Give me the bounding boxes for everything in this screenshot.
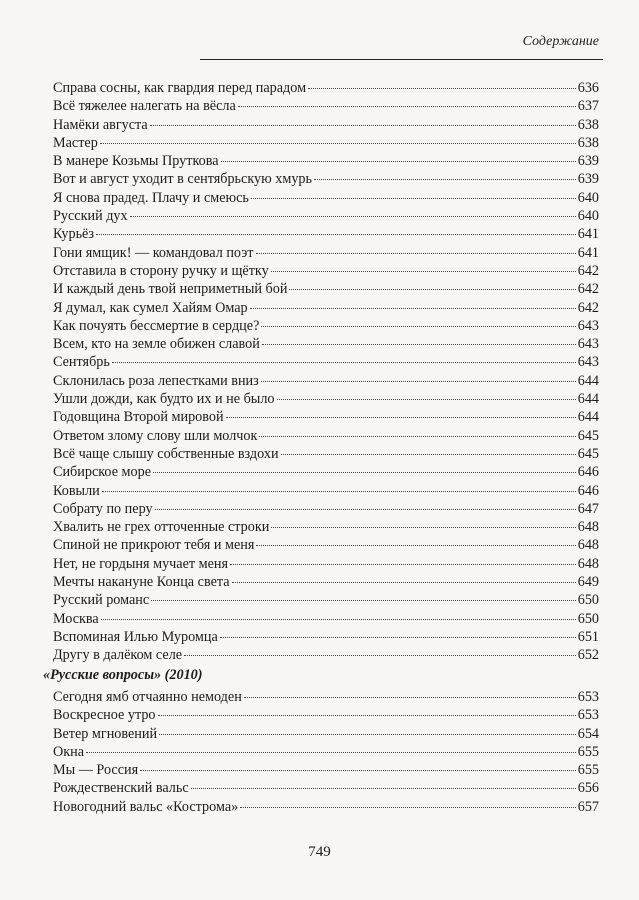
toc-entry-page: 646 (577, 464, 599, 481)
dot-leader (261, 381, 576, 382)
section-heading: «Русские вопросы» (2010) (43, 667, 203, 683)
dot-leader (100, 143, 576, 144)
toc-entry-title: Склонилась роза лепестками вниз (53, 372, 259, 389)
toc-entry-title: Нет, не гордыня мучает меня (53, 555, 229, 572)
toc-entry (53, 189, 599, 207)
toc-entry (53, 79, 599, 97)
toc-entry (53, 262, 599, 280)
toc-entry (53, 706, 599, 724)
toc-entry (53, 225, 599, 243)
toc-entry-page: 655 (577, 743, 599, 760)
toc-entry (53, 798, 599, 816)
toc-entry-page: 645 (577, 427, 599, 444)
toc-entry-page: 640 (577, 208, 599, 225)
toc-entry (53, 725, 599, 743)
toc-entry-title: Хвалить не грех отточенные строки (53, 519, 270, 536)
toc-entry (53, 170, 599, 188)
dot-leader (261, 326, 575, 327)
dot-leader (220, 637, 576, 638)
toc-list (53, 79, 599, 665)
toc-entry-page: 650 (577, 610, 599, 627)
toc-entry-page: 643 (577, 317, 599, 334)
dot-leader (271, 271, 576, 272)
dot-leader (151, 600, 576, 601)
toc-entry-title: Ушли дожди, как будто их и не было (53, 391, 275, 408)
toc-entry-title: Воскресное утро (53, 707, 156, 724)
dot-leader (289, 289, 575, 290)
dot-leader (232, 582, 576, 583)
toc-entry (53, 555, 599, 573)
dot-leader (130, 216, 576, 217)
dot-leader (262, 344, 576, 345)
toc-section-list (53, 688, 599, 816)
toc-entry-title: В манере Козьмы Пруткова (53, 153, 219, 170)
toc-entry (53, 299, 599, 317)
toc-entry (53, 573, 599, 591)
toc-entry-title: Намёки августа (53, 116, 148, 133)
toc-entry (53, 207, 599, 225)
toc-entry (53, 97, 599, 115)
toc-entry-page: 654 (577, 725, 599, 742)
dot-leader (244, 697, 576, 698)
dot-leader (96, 234, 576, 235)
toc-entry (53, 116, 599, 134)
toc-entry (53, 500, 599, 518)
dot-leader (150, 125, 576, 126)
dot-leader (155, 509, 576, 510)
toc-entry-title: Мастер (53, 134, 98, 151)
toc-entry (53, 761, 599, 779)
toc-entry-page: 657 (577, 798, 599, 815)
dot-leader (153, 472, 576, 473)
dot-leader (281, 454, 576, 455)
toc-entry-title: Курьёз (53, 226, 94, 243)
toc-entry-page: 643 (577, 354, 599, 371)
dot-leader (230, 564, 576, 565)
toc-entry-title: Новогодний вальс «Кострома» (53, 798, 239, 815)
toc-entry-page: 652 (577, 647, 599, 664)
toc-entry-title: Собрату по перу (53, 500, 153, 517)
toc-entry-page: 642 (577, 281, 599, 298)
toc-entry (53, 646, 599, 664)
toc-entry-title: Вот и август уходит в сентябрьскую хмурь (53, 171, 312, 188)
toc-entry-title: Сентябрь (53, 354, 110, 371)
toc-entry (53, 152, 599, 170)
toc-entry (53, 335, 599, 353)
toc-entry-page: 644 (577, 391, 599, 408)
dot-leader (240, 807, 576, 808)
toc-entry-title: Сегодня ямб отчаянно немоден (53, 689, 242, 705)
toc-entry-title: Справа сосны, как гвардия перед парадом (53, 80, 307, 96)
toc-entry-title: Гони ямщик! — командовал поэт (53, 244, 254, 261)
toc-entry-title: Русский романс (53, 592, 150, 609)
toc-entry-page: 638 (577, 134, 599, 151)
toc-entry-page: 653 (577, 707, 599, 724)
toc-entry-page: 648 (577, 537, 599, 554)
toc-entry (53, 463, 599, 481)
toc-entry-page: 636 (577, 80, 599, 96)
toc-entry (53, 591, 599, 609)
toc-entry (53, 536, 599, 554)
toc-entry-title: Ветер мгновений (53, 725, 158, 742)
toc-entry-title: Всем, кто на земле обижен славой (53, 336, 260, 353)
toc-entry-title: Другу в далёком селе (53, 647, 183, 664)
toc-entry-page: 641 (577, 244, 599, 261)
toc-entry (53, 688, 599, 706)
toc-entry-page: 642 (577, 262, 599, 279)
toc-entry-page: 655 (577, 762, 599, 779)
dot-leader (256, 253, 576, 254)
toc-entry-page: 649 (577, 574, 599, 591)
toc-entry-title: Мы — Россия (53, 762, 139, 779)
toc-entry-title: Всё чаще слышу собственные вздохи (53, 445, 279, 462)
toc-entry (53, 280, 599, 298)
dot-leader (250, 308, 576, 309)
toc-entry-title: Ковыли (53, 482, 100, 499)
toc-entry-title: Годовщина Второй мировой (53, 409, 224, 426)
toc-entry (53, 408, 599, 426)
toc-entry (53, 353, 599, 371)
dot-leader (308, 88, 576, 89)
toc-entry-title: Я думал, как сумел Хайям Омар (53, 299, 248, 316)
toc-entry-title: Вспоминая Илью Муромца (53, 628, 218, 645)
toc-entry-page: 639 (577, 153, 599, 170)
toc-entry-page: 638 (577, 116, 599, 133)
toc-entry-title: Русский дух (53, 208, 128, 225)
toc-entry-title: Как почуять бессмертие в сердце? (53, 317, 260, 334)
dot-leader (159, 734, 576, 735)
toc-entry (53, 372, 599, 390)
dot-leader (314, 179, 576, 180)
dot-leader (140, 770, 576, 771)
dot-leader (101, 619, 576, 620)
toc-entry-page: 651 (577, 628, 599, 645)
toc-entry-page: 642 (577, 299, 599, 316)
toc-entry-title: И каждый день твой неприметный бой (53, 281, 288, 298)
toc-entry-title: Окна (53, 743, 85, 760)
toc-entry (53, 244, 599, 262)
toc-entry-page: 648 (577, 519, 599, 536)
dot-leader (191, 788, 576, 789)
toc-entry (53, 628, 599, 646)
toc-entry-title: Спиной не прикроют тебя и меня (53, 537, 255, 554)
toc-entry-title: Мечты накануне Конца света (53, 574, 230, 591)
toc-entry-page: 640 (577, 189, 599, 206)
toc-entry-title: Я снова прадед. Плачу и смеюсь (53, 189, 249, 206)
toc-entry-page: 650 (577, 592, 599, 609)
page-number: 749 (308, 844, 331, 860)
dot-leader (271, 527, 575, 528)
running-head: Содержание (522, 34, 599, 49)
toc-entry-page: 647 (577, 500, 599, 517)
dot-leader (251, 198, 576, 199)
toc-entry (53, 445, 599, 463)
toc-entry (53, 610, 599, 628)
toc-entry-page: 644 (577, 372, 599, 389)
dot-leader (86, 752, 576, 753)
dot-leader (259, 436, 575, 437)
toc-entry-page: 641 (577, 226, 599, 243)
dot-leader (102, 491, 576, 492)
header-rule (200, 59, 603, 60)
dot-leader (256, 545, 575, 546)
toc-entry-title: Ответом злому слову шли молчок (53, 427, 258, 444)
toc-entry-page: 637 (577, 98, 599, 115)
toc-entry-title: Москва (53, 610, 99, 627)
toc-entry-title: Всё тяжелее налегать на вёсла (53, 98, 236, 115)
toc-entry (53, 518, 599, 536)
dot-leader (158, 715, 576, 716)
toc-entry-title: Сибирское море (53, 464, 152, 481)
toc-entry-page: 646 (577, 482, 599, 499)
toc-entry-page: 643 (577, 336, 599, 353)
toc-entry-page: 639 (577, 171, 599, 188)
toc-entry-page: 648 (577, 555, 599, 572)
toc-entry (53, 743, 599, 761)
toc-entry-page: 656 (577, 780, 599, 797)
toc-entry-page: 653 (577, 689, 599, 705)
dot-leader (112, 362, 576, 363)
toc-entry (53, 482, 599, 500)
toc-entry-title: Рождественский вальс (53, 780, 189, 797)
dot-leader (221, 161, 576, 162)
toc-entry-page: 645 (577, 445, 599, 462)
dot-leader (277, 399, 576, 400)
toc-entry (53, 390, 599, 408)
toc-entry (53, 134, 599, 152)
toc-entry (53, 427, 599, 445)
dot-leader (226, 417, 576, 418)
dot-leader (184, 655, 576, 656)
dot-leader (238, 106, 576, 107)
toc-entry-page: 644 (577, 409, 599, 426)
toc-entry-title: Отставила в сторону ручку и щётку (53, 262, 269, 279)
toc-entry (53, 317, 599, 335)
toc-entry (53, 779, 599, 797)
